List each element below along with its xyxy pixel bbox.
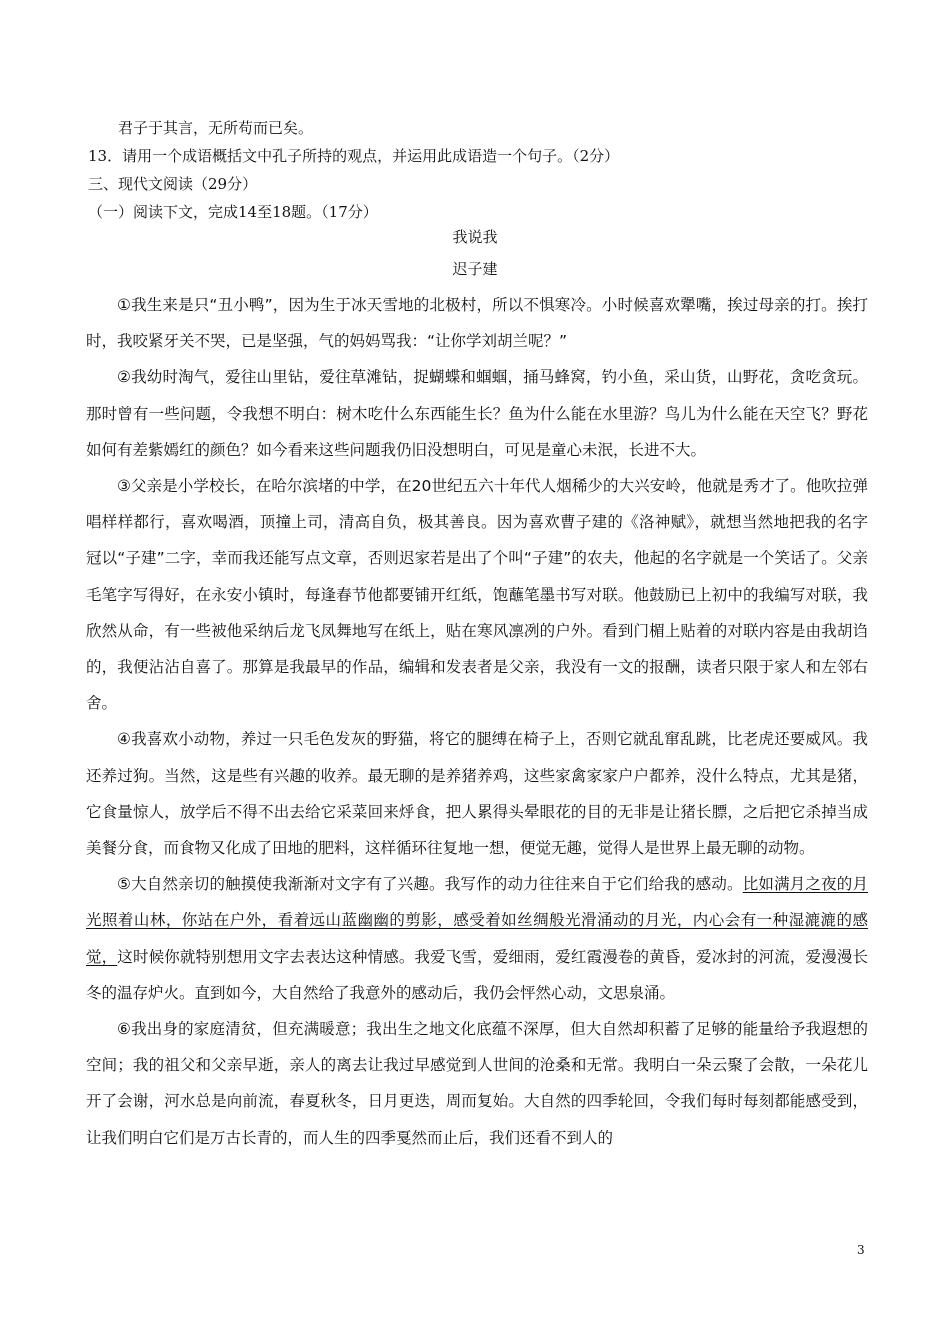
- paragraph-6: ⑥我出身的家庭清贫，但充满暖意；我出生之地文化底蕴不深厚，但大自然却积蓄了足够的能量给予我遐想的空间；我的祖父和父亲早逝，亲人的离去让我过早感觉到人世间的沧桑和无常。我明白一朵云聚了会散，一朵花儿开了会谢，河水总是向前流，春夏秋冬，日月更迭，周而复始。大自然的四季轮回，令我们每时每刻都能感受到，让我们明白它们是万古长青的，而人生的四季戛然而止后，我们还看不到人的: [86, 1020, 868, 1147]
- paragraph-5-rest: 这时候你就特别想用文字去表达这种情感。我爱飞雪，爱细雨，爱红霞漫卷的黄昏，爱冰封的河流，爱漫漫长冬的温存炉火。直到如今，大自然给了我意外的感动后，我仍会怦然心动，文思泉涌。: [86, 947, 868, 1002]
- paragraph-5-intro: ⑤大自然亲切的触摸使我渐渐对文字有了兴趣。我写作的动力往往来自于它们给我的感动。: [117, 875, 743, 894]
- page-number: 3: [857, 1243, 865, 1257]
- article-author: 迟子建: [452, 260, 498, 278]
- section-heading-modern-reading: 三、现代文阅读（29分）: [88, 175, 258, 193]
- classical-quote-line: 君子于其言，无所苟而已矣。: [118, 119, 314, 137]
- paragraph-4: ④我喜欢小动物，养过一只毛色发灰的野猫，将它的腿缚在椅子上，否则它就乱窜乱跳，比老虎还要威风。我还养过狗。当然，这是些有兴趣的收养。最无聊的是养猪养鸡，这些家禽家家户户都养，没什么特点，尤其是猪，它食量惊人，放学后不得不出去给它采菜回来烀食，把人累得头晕眼花的目的无非是让猪长膘，之后把它杀掉当成美餐分食，而食物又化成了田地的肥料，这样循环往复地一想，便觉无趣，觉得人是世界上最无聊的动物。: [86, 730, 868, 858]
- paragraph-1: ①我生来是只“丑小鸭”，因为生于冰天雪地的北极村，所以不惧寒冷。小时候喜欢犟嘴，挨过母亲的打。挨打时，我咬紧牙关不哭，已是坚强，气的妈妈骂我：“让你学刘胡兰呢？”: [86, 296, 868, 351]
- paragraph-5: [86, 866, 868, 1011]
- paragraph-3: ③父亲是小学校长，在哈尔滨堵的中学，在20世纪五六十年代人烟稀少的大兴安岭，他就是秀才了。他吹拉弹唱样样都行，喜欢喝酒，顶撞上司，清高自负，极其善良。因为喜欢曹子建的《洛神赋》，就想当然地把我的名字冠以“子建”二字，幸而我还能写点文章，否则迟家若是出了个叫“子建”的农夫，他起的名字就是一个笑话了。父亲毛笔字写得好，在永安小镇时，每逢春节他都要铺开红纸，饱蘸笔墨书写对联。他鼓励已上初中的我编写对联，我欣然从命，有一些被他采纳后龙飞凤舞地写在纸上，贴在寒风凛冽的户外。看到门楣上贴着的对联内容是由我胡诌的，我便沾沾自喜了。那算是我最早的作品，编辑和发表者是父亲，我没有一文的报酬，读者只限于家人和左邻右舍。: [86, 477, 868, 713]
- question-13: 13．请用一个成语概括文中孔子所持的观点，并运用此成语造一个句子。（2分）: [88, 147, 620, 165]
- subsection-instructions: （一）阅读下文，完成14至18题。（17分）: [88, 203, 378, 221]
- article-title: 我说我: [452, 228, 498, 246]
- paragraph-2: ②我幼时淘气，爱往山里钻，爱往草滩钻，捉蝴蝶和蝈蝈，捅马蜂窝，钓小鱼，采山货，山野花，贪吃贪玩。那时曾有一些问题，令我想不明白：树木吃什么东西能生长？鱼为什么能在水里游？鸟儿为什么能在天空飞？野花如何有差紫嫣红的颜色？如今看来这些问题我仍旧没想明白，可见是童心未泯，长进不大。: [86, 368, 868, 459]
- underlined-sentence: 比如满月之夜的月光照着山林，你站在户外，看着远山蓝幽幽的剪影，感受着如丝绸般光滑涌动的月光，内心会有一种湿漉漉的感觉，: [86, 875, 868, 966]
- article-body: [86, 287, 868, 1156]
